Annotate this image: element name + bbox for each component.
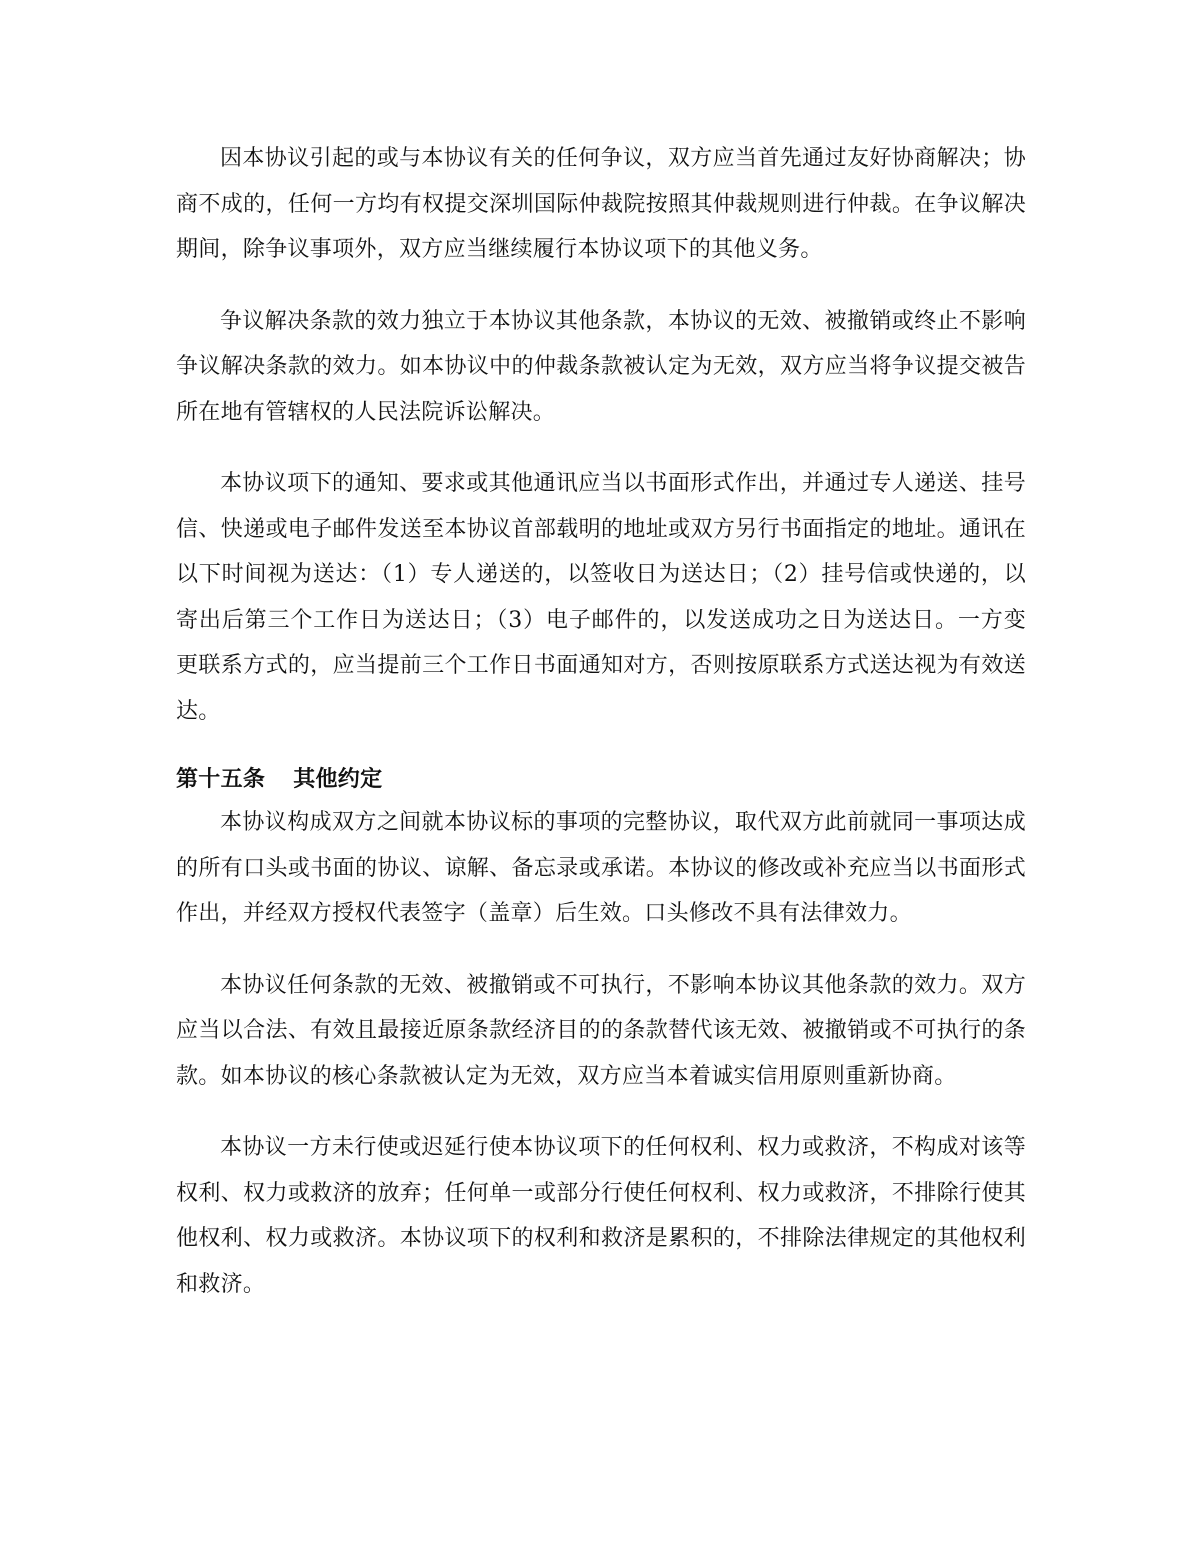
section-number: 第十五条	[176, 767, 266, 792]
paragraph-dispute-resolution: 因本协议引起的或与本协议有关的任何争议，双方应当首先通过友好协商解决；协商不成的，任何一方均有权提交深圳国际仲裁院按照其仲裁规则进行仲裁。在争议解决期间，除争议事项外，双方应当继续履行本协议项下的其他义务。	[176, 146, 1026, 262]
paragraph-entire-agreement: 本协议构成双方之间就本协议标的事项的完整协议，取代双方此前就同一事项达成的所有口头或书面的协议、谅解、备忘录或承诺。本协议的修改或补充应当以书面形式作出，并经双方授权代表签字（盖章）后生效。口头修改不具有法律效力。	[176, 810, 1026, 926]
section-title: 其他约定	[293, 767, 383, 792]
paragraph-severability: 本协议任何条款的无效、被撤销或不可执行，不影响本协议其他条款的效力。双方应当以合法、有效且最接近原条款经济目的的条款替代该无效、被撤销或不可执行的条款。如本协议的核心条款被认定为无效，双方应当本着诚实信用原则重新协商。	[176, 972, 1026, 1089]
paragraph-notices: 本协议项下的通知、要求或其他通讯应当以书面形式作出，并通过专人递送、挂号信、快递或电子邮件发送至本协议首部载明的地址或双方另行书面指定的地址。通讯在以下时间视为送达：（1）专人递送的，以签收日为送达日；（2）挂号信或快递的，以寄出后第三个工作日为送达日；（3）电子邮件的，以发送成功之日为送达日。一方变更联系方式的，应当提前三个工作日书面通知对方，否则按原联系方式送达视为有效送达。	[176, 471, 1026, 724]
paragraph-waiver: 本协议一方未行使或迟延行使本协议项下的任何权利、权力或救济，不构成对该等权利、权力或救济的放弃；任何单一或部分行使任何权利、权力或救济，不排除行使其他权利、权力或救济。本协议项下的权利和救济是累积的，不排除法律规定的其他权利和救济。	[176, 1135, 1026, 1297]
document-body	[176, 136, 1026, 1333]
section-heading	[176, 760, 1026, 800]
paragraph-dispute-clause-independence: 争议解决条款的效力独立于本协议其他条款，本协议的无效、被撤销或终止不影响争议解决条款的效力。如本协议中的仲裁条款被认定为无效，双方应当将争议提交被告所在地有管辖权的人民法院诉讼解决。	[176, 308, 1026, 425]
